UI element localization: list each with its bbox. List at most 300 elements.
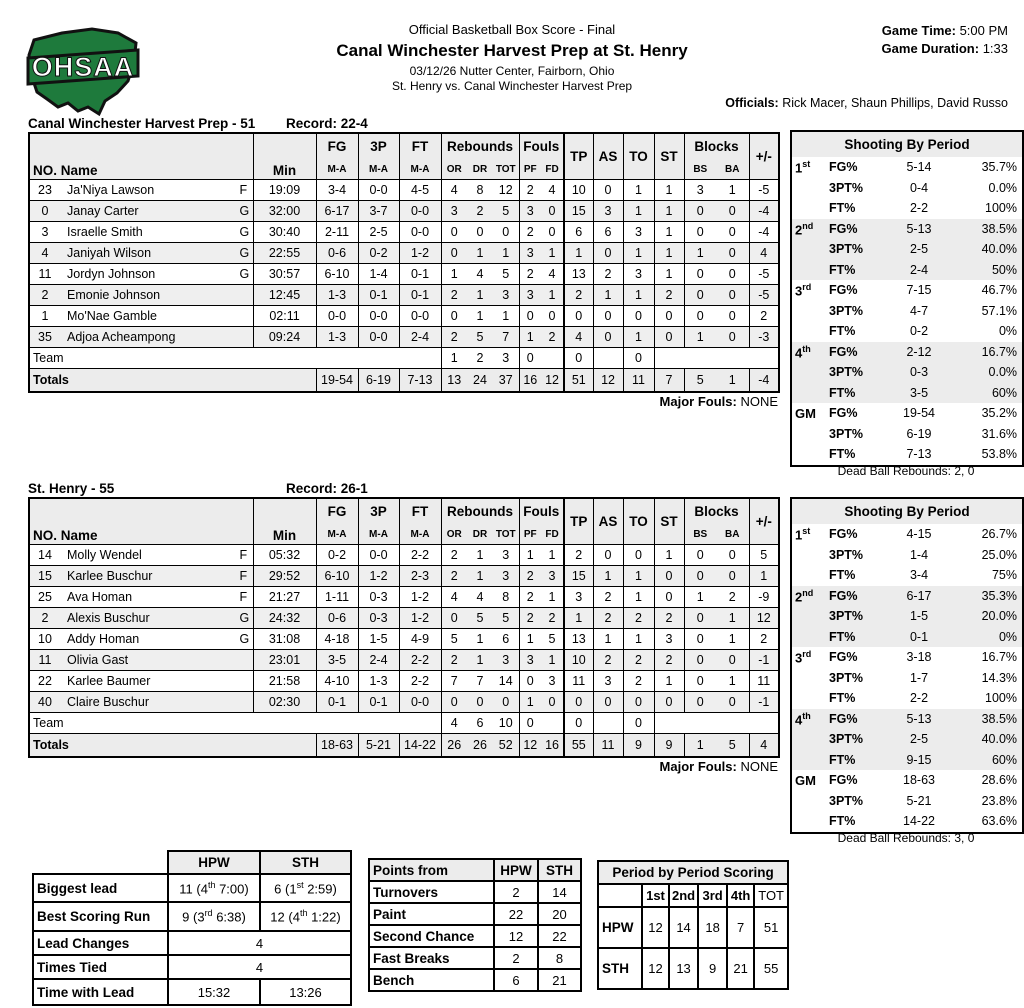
stat-as: 2 [593, 608, 623, 629]
period-label: 2nd [791, 219, 827, 240]
game-flow-row [33, 874, 351, 902]
shooting-percentage: 0.0% [951, 362, 1023, 383]
shooting-stat-label: FT% [829, 691, 856, 706]
col-3p: 3P [358, 498, 399, 524]
shooting-made-attempted: 1-7 [909, 670, 929, 685]
game-flow-header [33, 851, 351, 874]
stat-ft: 2-2 [399, 650, 441, 671]
team-row [29, 713, 779, 734]
col-plus-minus: +/- [749, 498, 779, 545]
shooting-made-attempted: 6-17 [887, 586, 951, 607]
points-from-label: Turnovers [369, 881, 494, 903]
shooting-row [791, 444, 1023, 466]
stat-tp: 13 [564, 264, 593, 285]
period-label [791, 444, 827, 466]
stat-or: 0 [441, 222, 467, 243]
period-label [791, 198, 827, 219]
player-cell [29, 545, 253, 566]
player-row [29, 327, 779, 348]
player-number: 15 [38, 569, 52, 583]
stat-to: 2 [623, 671, 654, 692]
points-from-hpw-value: 6 [494, 969, 538, 991]
game-flow-sth-value: 6 (1st 2:59) [260, 874, 351, 902]
page-title: Canal Winchester Harvest Prep at St. Henry [336, 41, 688, 61]
stat-to: 1 [623, 201, 654, 222]
game-flow-hpw-value: 11 (4th 7:00) [168, 874, 260, 902]
stat-to: 0 [623, 545, 654, 566]
stat-tot: 5 [493, 264, 519, 285]
player-position: G [239, 204, 250, 218]
shooting-row [791, 791, 1023, 812]
stat-min: 21:58 [253, 671, 316, 692]
box-header [29, 498, 779, 545]
player-cell [29, 285, 253, 306]
period-label [791, 565, 827, 586]
stat-fg: 3-4 [316, 180, 358, 201]
shooting-row [791, 280, 1023, 301]
stat-fd: 2 [541, 327, 564, 348]
stat-pf: 0 [519, 671, 541, 692]
stat-min: 22:55 [253, 243, 316, 264]
stat-dr: 1 [467, 243, 493, 264]
totals-bs: 1 [684, 734, 716, 757]
stat-ba: 0 [716, 692, 749, 713]
shooting-row [791, 219, 1023, 240]
major-fouls-value: NONE [740, 394, 778, 409]
stat-ft: 0-0 [399, 306, 441, 327]
player-row [29, 566, 779, 587]
stat-to: 2 [623, 650, 654, 671]
shooting-percentage: 40.0% [951, 729, 1023, 750]
shooting-stat-label: 3PT% [829, 180, 864, 195]
stat-ba: 0 [716, 201, 749, 222]
officials-value: Rick Macer, Shaun Phillips, David Russo [782, 96, 1008, 110]
shooting-percentage: 53.8% [981, 447, 1018, 462]
stat-fd: 3 [541, 566, 564, 587]
shooting-row [791, 668, 1023, 689]
stat-fg: 1-3 [316, 285, 358, 306]
stat-plus-minus: 12 [749, 608, 779, 629]
player-name: Claire Buschur [67, 695, 149, 709]
player-position: G [239, 225, 250, 239]
shooting-row [791, 770, 1023, 791]
stat-st: 0 [654, 587, 684, 608]
stat-tp: 0 [564, 713, 593, 734]
period-score-value: 9 [698, 948, 727, 989]
stat-to: 1 [623, 243, 654, 264]
player-number: 23 [38, 183, 52, 197]
player-name: Olivia Gast [67, 653, 129, 667]
col-fg: FG [316, 133, 358, 159]
player-name: Emonie Johnson [67, 288, 161, 302]
ordinal-suffix: th [802, 710, 811, 721]
col-rebounds: Rebounds [441, 498, 519, 524]
stat-dr: 1 [467, 566, 493, 587]
game-time-value: 5:00 PM [959, 23, 1008, 38]
corner-blank [33, 851, 168, 874]
shooting-panel-team2 [790, 497, 1024, 834]
shooting-percentage: 31.6% [981, 426, 1018, 441]
stat-tot: 12 [493, 180, 519, 201]
shooting-percentage: 16.7% [951, 342, 1023, 363]
shooting-made-attempted: 14-22 [903, 814, 935, 829]
game-flow-col-sth: STH [260, 851, 351, 874]
shooting-row [791, 688, 1023, 709]
stat-st: 0 [654, 692, 684, 713]
stat-plus-minus: 5 [749, 545, 779, 566]
period-scoring-title: Period by Period Scoring [598, 861, 788, 884]
shooting-stat-label: 3PT% [827, 239, 887, 260]
game-time [882, 22, 1008, 40]
stat-tot: 10 [493, 713, 519, 734]
player-row [29, 180, 779, 201]
stat-fd [541, 348, 564, 369]
stat-pf: 2 [519, 608, 541, 629]
period-label [791, 301, 827, 322]
shooting-stat-label: FT% [829, 568, 856, 583]
stat-tp: 10 [564, 180, 593, 201]
player-cell [29, 243, 253, 264]
points-from-row [369, 903, 581, 925]
player-position: G [239, 611, 250, 625]
stat-st: 1 [654, 545, 684, 566]
stat-pf: 2 [519, 587, 541, 608]
game-flow-hpw-value: 15:32 [168, 979, 260, 1005]
points-from-row [369, 925, 581, 947]
shooting-percentage: 16.7% [981, 650, 1018, 665]
stat-to: 1 [623, 327, 654, 348]
ordinal-suffix: st [296, 879, 304, 890]
stat-tot: 5 [493, 201, 519, 222]
stat-fd: 1 [541, 285, 564, 306]
period-team-label: HPW [598, 907, 642, 948]
points-from-row [369, 969, 581, 991]
shooting-stat-label: FT% [829, 324, 856, 339]
stat-to: 1 [623, 285, 654, 306]
stat-ba: 0 [716, 306, 749, 327]
player-name: Karlee Buschur [67, 569, 153, 583]
stat-ft: 2-4 [399, 327, 441, 348]
stat-3p: 2-5 [358, 222, 399, 243]
player-row [29, 243, 779, 264]
player-name-flex [30, 548, 253, 562]
team-row-blank [654, 348, 779, 369]
stat-ba: 0 [716, 650, 749, 671]
shooting-stat-label: FG% [829, 406, 858, 421]
stat-or: 2 [441, 327, 467, 348]
period-score-value: 51 [754, 907, 788, 948]
stat-fg: 1-3 [316, 327, 358, 348]
shooting-made-attempted: 0-1 [887, 627, 951, 648]
points-from-hpw-value: 2 [494, 881, 538, 903]
shooting-row [791, 157, 1023, 178]
shooting-stat-label: 3PT% [829, 303, 864, 318]
player-name-flex [30, 590, 253, 604]
team2-title-line [28, 481, 778, 496]
stat-dr: 5 [467, 327, 493, 348]
stat-plus-minus: 1 [749, 566, 779, 587]
stat-min: 24:32 [253, 608, 316, 629]
shooting-made-attempted: 0-4 [909, 180, 929, 195]
col-fd: FD [541, 524, 564, 545]
stat-3p: 0-1 [358, 285, 399, 306]
period-scoring-title-row [598, 861, 788, 884]
col-st: ST [654, 133, 684, 180]
panel-title-row [791, 498, 1023, 524]
shooting-row [791, 239, 1023, 260]
stat-tot: 3 [493, 348, 519, 369]
points-from-sth-value: 14 [538, 881, 581, 903]
stat-3p: 2-4 [358, 650, 399, 671]
player-cell [29, 650, 253, 671]
shooting-stat-label: FG% [827, 342, 887, 363]
stat-dr: 2 [467, 201, 493, 222]
col-plus-minus: +/- [749, 133, 779, 180]
stat-ba: 1 [716, 629, 749, 650]
stat-to: 3 [623, 222, 654, 243]
col-min: Min [253, 133, 316, 180]
stat-dr: 1 [467, 285, 493, 306]
stat-to: 2 [623, 608, 654, 629]
shooting-row [791, 729, 1023, 750]
player-name: Janiyah Wilson [67, 246, 152, 260]
shooting-percentage: 57.1% [981, 303, 1018, 318]
player-name: Adjoa Acheampong [67, 330, 176, 344]
shooting-row [791, 545, 1023, 566]
stat-tp: 15 [564, 201, 593, 222]
shooting-stat-label: FG% [827, 219, 887, 240]
col-ma: M-A [316, 159, 358, 180]
stat-as: 6 [593, 222, 623, 243]
period-score-value: 14 [669, 907, 698, 948]
stat-or: 2 [441, 566, 467, 587]
game-flow-hpw-value: 9 (3rd 6:38) [168, 902, 260, 931]
stat-to: 0 [623, 713, 654, 734]
game-time-label: Game Time: [881, 23, 956, 38]
shooting-stat-label: 3PT% [829, 426, 864, 441]
period-label: GM [795, 772, 816, 788]
col-fd: FD [541, 159, 564, 180]
period-label [791, 383, 827, 404]
stat-pf: 0 [519, 713, 541, 734]
player-number: 2 [41, 288, 49, 302]
game-flow-row [33, 955, 351, 979]
stat-bs: 0 [684, 285, 716, 306]
stat-tp: 15 [564, 566, 593, 587]
team1-record: Record: 22-4 [286, 116, 368, 131]
player-name: Molly Wendel [67, 548, 142, 562]
game-flow-label: Times Tied [33, 955, 168, 979]
period-label: 1st [795, 159, 811, 176]
stat-fd: 1 [541, 587, 564, 608]
shooting-made-attempted: 3-18 [906, 650, 932, 665]
stat-st: 1 [654, 222, 684, 243]
player-number: 1 [41, 309, 49, 323]
period-scoring-row [598, 948, 788, 989]
shooting-stat-label: FT% [829, 201, 856, 216]
period-col-2nd: 2nd [669, 884, 698, 907]
stat-as: 3 [593, 201, 623, 222]
stat-3p: 0-1 [358, 692, 399, 713]
stat-ba: 0 [716, 264, 749, 285]
shooting-title: Shooting By Period [791, 498, 1023, 524]
box-score-table-team1 [28, 132, 780, 393]
col-tp: TP [564, 498, 593, 545]
stat-st: 0 [654, 566, 684, 587]
team2-dead-ball: Dead Ball Rebounds: 3, 0 [837, 831, 975, 845]
col-bs: BS [684, 524, 716, 545]
stat-fd: 1 [541, 545, 564, 566]
shooting-stat-label: 3PT% [827, 362, 887, 383]
player-cell [29, 222, 253, 243]
stat-to: 1 [623, 587, 654, 608]
corner-blank [598, 884, 642, 907]
shooting-row [791, 383, 1023, 404]
player-name: Jordyn Johnson [67, 267, 156, 281]
game-flow-sth-value: 13:26 [260, 979, 351, 1005]
shooting-stat-label: FG% [829, 527, 858, 542]
points-from-sth-value: 21 [538, 969, 581, 991]
stat-dr: 0 [467, 692, 493, 713]
player-name-flex [30, 183, 253, 197]
stat-tp: 4 [564, 327, 593, 348]
player-number: 11 [38, 267, 52, 281]
team-row [29, 348, 779, 369]
col-fouls: Fouls [519, 133, 564, 159]
stat-min: 23:01 [253, 650, 316, 671]
stat-or: 4 [441, 587, 467, 608]
box-score-table-team2 [28, 497, 780, 758]
player-row [29, 587, 779, 608]
stat-fg: 3-5 [316, 650, 358, 671]
ordinal-suffix: th [802, 343, 811, 354]
stat-fg: 0-1 [316, 692, 358, 713]
box-header [29, 133, 779, 180]
stat-fd: 0 [541, 222, 564, 243]
player-position: F [239, 548, 248, 562]
col-blocks: Blocks [684, 133, 749, 159]
player-name-flex [30, 204, 253, 218]
stat-bs: 0 [684, 545, 716, 566]
col-pf: PF [519, 159, 541, 180]
totals-to: 9 [623, 734, 654, 757]
stat-tot: 8 [493, 587, 519, 608]
stat-to: 1 [623, 180, 654, 201]
period-score-value: 55 [754, 948, 788, 989]
col-blocks: Blocks [684, 498, 749, 524]
stat-to: 0 [623, 692, 654, 713]
stat-tp: 3 [564, 587, 593, 608]
col-dr: DR [467, 159, 493, 180]
stat-min: 12:45 [253, 285, 316, 306]
shooting-row [791, 342, 1023, 363]
stat-or: 2 [441, 650, 467, 671]
team-row-label: Team [29, 713, 441, 734]
stat-ba: 0 [716, 566, 749, 587]
stat-as: 1 [593, 566, 623, 587]
stat-min: 30:57 [253, 264, 316, 285]
player-row [29, 201, 779, 222]
stat-ba: 2 [716, 587, 749, 608]
stat-plus-minus: -9 [749, 587, 779, 608]
player-name-flex [30, 288, 253, 302]
period-label: 4th [791, 342, 827, 363]
player-name-flex [30, 330, 253, 344]
player-cell [29, 587, 253, 608]
stat-bs: 0 [684, 306, 716, 327]
game-flow-row [33, 979, 351, 1005]
stat-pf: 2 [519, 566, 541, 587]
player-number: 3 [41, 225, 49, 239]
player-number: 10 [38, 632, 52, 646]
shooting-percentage: 38.5% [951, 709, 1023, 730]
stat-tot: 0 [493, 222, 519, 243]
stat-tot: 1 [493, 243, 519, 264]
shooting-made-attempted: 3-5 [887, 383, 951, 404]
shooting-made-attempted: 2-2 [909, 691, 929, 706]
game-duration-value: 1:33 [982, 41, 1008, 57]
stat-st: 2 [654, 285, 684, 306]
col-tot: TOT [493, 524, 519, 545]
stat-tp: 1 [564, 608, 593, 629]
stat-dr: 8 [467, 180, 493, 201]
totals-row [29, 734, 779, 757]
totals-3p: 6-19 [358, 369, 399, 392]
stat-pf: 0 [519, 306, 541, 327]
stat-as: 1 [593, 285, 623, 306]
period-label [791, 545, 827, 566]
stat-tp: 2 [564, 285, 593, 306]
totals-as: 11 [593, 734, 623, 757]
shooting-percentage: 50% [951, 260, 1023, 281]
stat-dr: 4 [467, 587, 493, 608]
stat-or: 5 [441, 629, 467, 650]
period-score-value: 13 [669, 948, 698, 989]
ordinal-suffix: th [299, 908, 308, 919]
stat-ft: 0-0 [399, 222, 441, 243]
points-from-label: Fast Breaks [369, 947, 494, 969]
player-position: F [239, 590, 248, 604]
stat-fd: 0 [541, 692, 564, 713]
player-row [29, 222, 779, 243]
stat-or: 3 [441, 201, 467, 222]
stat-pf: 1 [519, 545, 541, 566]
shooting-percentage: 100% [985, 201, 1018, 216]
shooting-stat-label: FG% [829, 650, 858, 665]
stat-dr: 4 [467, 264, 493, 285]
stat-ba: 0 [716, 545, 749, 566]
stat-fg: 0-6 [316, 243, 358, 264]
period-label [791, 178, 827, 199]
stat-ft: 4-5 [399, 180, 441, 201]
points-from-hpw-value: 22 [494, 903, 538, 925]
shooting-row [791, 362, 1023, 383]
col-to: TO [623, 498, 654, 545]
stat-as: 0 [593, 327, 623, 348]
player-number: 22 [38, 674, 52, 688]
stat-bs: 3 [684, 180, 716, 201]
stat-fg: 6-10 [316, 566, 358, 587]
shooting-made-attempted: 19-54 [903, 406, 935, 421]
stat-fd: 4 [541, 180, 564, 201]
shooting-panel-team1 [790, 130, 1024, 467]
stat-as: 3 [593, 671, 623, 692]
stat-or: 2 [441, 545, 467, 566]
stat-plus-minus: -5 [749, 180, 779, 201]
period-scoring-row [598, 907, 788, 948]
totals-label: Totals [29, 369, 316, 392]
stat-ba: 0 [716, 285, 749, 306]
